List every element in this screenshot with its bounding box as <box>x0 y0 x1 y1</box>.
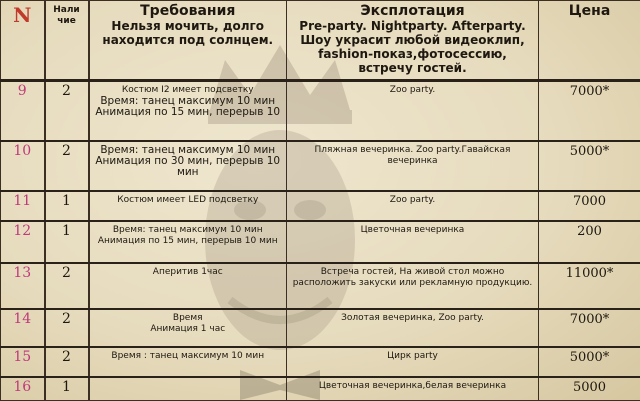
row-availability: 2 <box>45 81 89 141</box>
row-price: 5000 <box>539 377 640 401</box>
row-number: 10 <box>1 141 45 191</box>
row-price: 5000* <box>539 347 640 377</box>
row-number: 14 <box>1 309 45 347</box>
row-number: 16 <box>1 377 45 401</box>
row-requirements <box>89 141 287 191</box>
req-line: Анимация по 15 мин, перерыв 10 мин <box>94 236 283 247</box>
row-requirements <box>89 263 287 309</box>
req-line: Время : танец максимум 10 мин <box>94 351 283 362</box>
row-exploitation: Цветочная вечеринка <box>287 221 539 263</box>
row-price: 7000* <box>539 309 640 347</box>
row-requirements <box>89 309 287 347</box>
req-line: Костюм имеет LED подсветку <box>94 195 283 206</box>
req-line: Время: танец максимум 10 мин <box>94 225 283 236</box>
row-exploitation: Цирк party <box>287 347 539 377</box>
req-line: Время: танец максимум 10 мин <box>94 96 283 107</box>
table-row <box>1 263 640 309</box>
table-row <box>1 347 640 377</box>
header-requirements-title: Требования <box>140 3 235 19</box>
header-exploitation-sub: Pre-party. Nightparty. Afterparty. Шоу украсит любой видеоклип, fashion-показ,фотосессию, встречу гостей. <box>291 19 534 75</box>
row-exploitation: Золотая вечеринка, Zoo party. <box>287 309 539 347</box>
table-row <box>1 309 640 347</box>
row-availability: 2 <box>45 309 89 347</box>
row-price: 5000* <box>539 141 640 191</box>
row-requirements <box>89 221 287 263</box>
header-exploitation-title: Эксплотация <box>360 3 464 19</box>
row-availability: 2 <box>45 141 89 191</box>
header-requirements-sub: Нельзя мочить, долго находится под солнцем. <box>94 19 283 47</box>
row-availability: 1 <box>45 221 89 263</box>
table-row <box>1 81 640 141</box>
row-requirements <box>89 377 287 401</box>
row-number: 15 <box>1 347 45 377</box>
row-exploitation: Пляжная вечеринка. Zoo party.Гавайская вечеринка <box>287 141 539 191</box>
row-exploitation: Zoo party. <box>287 81 539 141</box>
row-exploitation: Встреча гостей, На живой стол можно расположить закуски или рекламную продукцию. <box>287 263 539 309</box>
row-price: 7000* <box>539 81 640 141</box>
row-price: 11000* <box>539 263 640 309</box>
row-availability: 2 <box>45 347 89 377</box>
row-number: 13 <box>1 263 45 309</box>
row-number: 11 <box>1 191 45 221</box>
req-line: Аперитив 1час <box>94 267 283 278</box>
header-price: Цена <box>539 1 640 81</box>
table-row <box>1 221 640 263</box>
row-availability: 2 <box>45 263 89 309</box>
req-line: Время <box>94 313 283 324</box>
table-row <box>1 141 640 191</box>
req-line: Костюм I2 имеет подсветку <box>94 85 283 96</box>
req-line: Время: танец максимум 10 мин <box>94 145 283 156</box>
table-header-row <box>1 1 640 81</box>
header-availability: Нали чие <box>45 1 89 81</box>
table-row <box>1 377 640 401</box>
req-line: Анимация по 15 мин, перерыв 10 <box>94 107 283 118</box>
row-number: 9 <box>1 81 45 141</box>
row-number: 12 <box>1 221 45 263</box>
row-availability: 1 <box>45 377 89 401</box>
req-line: Анимация по 30 мин, перерыв 10 мин <box>94 156 283 178</box>
table-row <box>1 191 640 221</box>
header-n: N <box>1 1 45 81</box>
req-line: Анимация 1 час <box>94 324 283 335</box>
header-requirements <box>89 1 287 81</box>
row-availability: 1 <box>45 191 89 221</box>
row-exploitation: Цветочная вечеринка,белая вечеринка <box>287 377 539 401</box>
row-requirements <box>89 191 287 221</box>
row-requirements <box>89 81 287 141</box>
row-price: 200 <box>539 221 640 263</box>
header-exploitation <box>287 1 539 81</box>
row-exploitation: Zoo party. <box>287 191 539 221</box>
row-price: 7000 <box>539 191 640 221</box>
row-requirements <box>89 347 287 377</box>
